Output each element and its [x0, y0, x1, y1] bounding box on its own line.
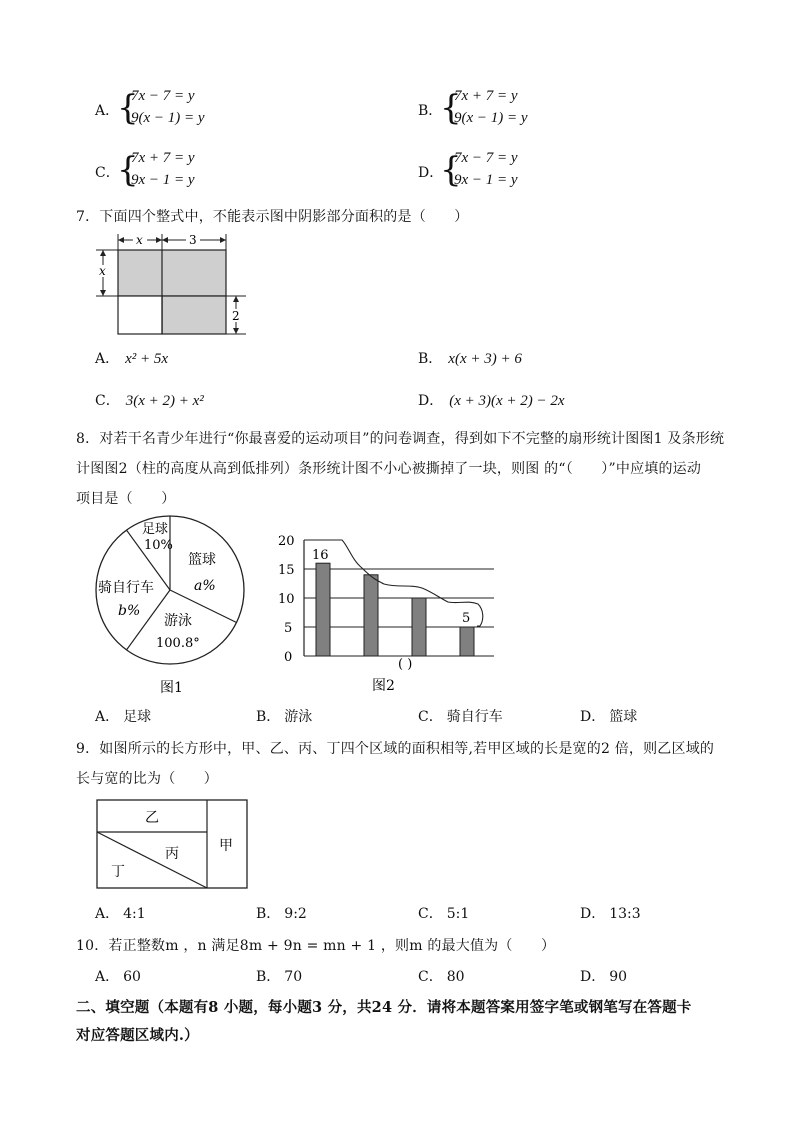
left-brace: { — [440, 88, 462, 128]
q7-figure — [94, 230, 254, 338]
q10-option-b — [256, 966, 302, 986]
option-letter: B． — [256, 906, 281, 922]
pie-label-cycling-pct: b% — [118, 603, 141, 619]
q9-option-b — [256, 903, 307, 923]
y-tick-label: 0 — [284, 650, 293, 665]
region-bing: 丙 — [165, 846, 179, 862]
left-brace: { — [117, 88, 139, 128]
pie-label-swim-deg: 100.8° — [156, 636, 200, 651]
bar-label-last: 5 — [462, 611, 471, 626]
pie-label-soccer: 足球 — [142, 522, 169, 537]
bar-1 — [316, 563, 330, 656]
shaded-bottom-right — [162, 296, 226, 334]
option-text: 70 — [284, 969, 303, 985]
option-letter: D． — [418, 165, 444, 181]
option-text: 足球 — [123, 709, 152, 725]
y-tick-label: 10 — [278, 592, 295, 607]
option-letter: D． — [580, 906, 606, 922]
q9-stem-line2: 长与宽的比为（ ） — [76, 771, 218, 787]
q10-option-d — [580, 966, 627, 986]
q9-option-a — [95, 903, 146, 923]
equation-1: 7x − 7 = y — [454, 150, 518, 166]
q9-figure — [95, 798, 251, 894]
pie-label-basketball: 篮球 — [188, 552, 216, 568]
q7-option-d — [418, 390, 565, 410]
region-jia: 甲 — [219, 838, 233, 854]
option-text: 篮球 — [609, 709, 638, 725]
q6-option-b — [418, 88, 558, 132]
bar-4 — [460, 627, 474, 656]
dim-x-top: x — [136, 233, 143, 247]
equation-2: 9x − 1 = y — [131, 172, 195, 188]
q6-option-c — [95, 150, 235, 194]
equation-1: 7x + 7 = y — [454, 88, 518, 104]
option-letter: C． — [418, 906, 443, 922]
q8-option-b — [256, 706, 312, 726]
q7-option-c — [95, 390, 204, 410]
option-text: 骑自行车 — [446, 709, 503, 725]
q6-option-a — [95, 88, 235, 132]
pie-label-basketball-pct: a% — [194, 578, 216, 594]
option-expr: (x + 3)(x + 2) − 2x — [449, 393, 565, 409]
pie-caption: 图1 — [160, 680, 183, 696]
y-tick-label: 20 — [278, 534, 295, 549]
q8-bar-chart — [272, 528, 502, 696]
bar-label-first: 16 — [312, 548, 329, 563]
option-text: 80 — [446, 969, 465, 985]
y-tick-label: 15 — [278, 563, 295, 578]
q8-stem-line3: 项目是（ ） — [76, 491, 176, 507]
dim-2: 2 — [232, 309, 240, 323]
pie-label-soccer-pct: 10% — [144, 538, 173, 553]
option-text: 9:2 — [284, 906, 307, 922]
pie-label-cycling: 骑自行车 — [98, 580, 154, 596]
left-brace: { — [440, 150, 462, 190]
option-letter: D． — [580, 709, 606, 725]
equation-1: 7x + 7 = y — [131, 150, 195, 166]
region-yi: 乙 — [145, 810, 159, 826]
equation-1: 7x − 7 = y — [131, 88, 195, 104]
q9-option-c — [418, 903, 469, 923]
option-letter: A． — [95, 103, 120, 119]
option-letter: A． — [95, 709, 120, 725]
q9-stem-line1: 9．如图所示的长方形中，甲、乙、丙、丁四个区域的面积相等,若甲区域的长是宽的2 倍，则乙区域的 — [76, 741, 715, 757]
equation-2: 9(x − 1) = y — [454, 110, 528, 126]
bar-caption: 图2 — [372, 678, 395, 694]
option-expr: x² + 5x — [125, 351, 169, 367]
option-letter: C． — [95, 393, 120, 409]
option-text: 90 — [609, 969, 628, 985]
option-letter: B． — [256, 969, 281, 985]
q8-stem-line2: 计图图2（柱的高度从高到低排列）条形统计图不小心被撕掉了一块，则图 的“（ ）”中应填的运动 — [76, 461, 702, 477]
region-ding: 丁 — [111, 864, 125, 880]
equation-2: 9x − 1 = y — [454, 172, 518, 188]
dim-x-side: x — [99, 264, 106, 278]
bar-blank-category: ( ) — [398, 657, 413, 672]
q8-option-c — [418, 706, 503, 726]
q8-option-d — [580, 706, 637, 726]
equation-2: 9(x − 1) = y — [131, 110, 205, 126]
q10-option-a — [95, 966, 141, 986]
pie-label-swim: 游泳 — [164, 613, 192, 629]
option-letter: D． — [580, 969, 606, 985]
section2-heading-line1: 二、填空题（本题有8 小题，每小题3 分，共24 分．请将本题答案用签字笔或钢笔写在答题卡 — [76, 999, 692, 1016]
option-letter: C． — [95, 165, 120, 181]
option-letter: B． — [256, 709, 281, 725]
option-letter: A． — [95, 969, 120, 985]
section2-heading-line2: 对应答题区域内.） — [76, 1027, 199, 1044]
white-bottom-left — [118, 296, 162, 334]
option-expr: x(x + 3) + 6 — [448, 351, 522, 367]
option-letter: C． — [418, 969, 443, 985]
q10-option-c — [418, 966, 465, 986]
q9-option-d — [580, 903, 641, 923]
left-brace: { — [117, 150, 139, 190]
option-text: 4:1 — [123, 906, 146, 922]
option-text: 60 — [123, 969, 141, 985]
q8-stem-line1: 8．对若干名青少年进行“你最喜爱的运动项目”的问卷调查，得到如下不完整的扇形统计图图1 及条形统 — [76, 431, 725, 447]
option-text: 13:3 — [609, 906, 641, 922]
dim-3: 3 — [189, 233, 197, 247]
q8-pie-chart — [92, 512, 252, 698]
option-text: 5:1 — [446, 906, 470, 922]
q10-stem: 10．若正整数m ，n 满足8m + 9n = mn + 1 ，则m 的最大值为（ ） — [76, 938, 556, 954]
shaded-top — [118, 250, 226, 296]
option-letter: A． — [95, 351, 120, 367]
option-expr: 3(x + 2) + x² — [125, 393, 204, 409]
option-letter: D． — [418, 393, 444, 409]
option-text: 游泳 — [284, 709, 313, 725]
q7-option-b — [418, 348, 522, 368]
q6-option-d — [418, 150, 558, 194]
option-letter: C． — [418, 709, 443, 725]
option-letter: A． — [95, 906, 120, 922]
q8-option-a — [95, 706, 151, 726]
q7-option-a — [95, 348, 168, 368]
option-letter: B． — [418, 351, 443, 367]
y-tick-label: 5 — [284, 621, 293, 636]
q7-stem: 7．下面四个整式中，不能表示图中阴影部分面积的是（ ） — [76, 209, 469, 225]
option-letter: B． — [418, 103, 443, 119]
